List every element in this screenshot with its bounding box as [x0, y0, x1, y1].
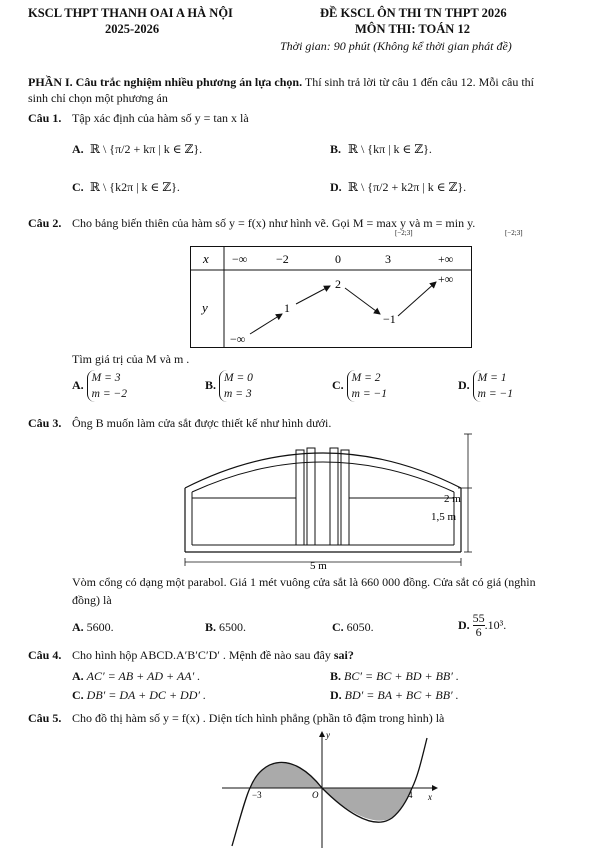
q2-option-c-system: M = 2 m = −1 — [347, 370, 387, 402]
shaded-region-left — [250, 762, 322, 788]
q2-option-d-label[interactable]: D. — [458, 377, 470, 392]
axis-y-label: y — [326, 730, 330, 740]
shaded-region-right — [322, 788, 412, 821]
q4-option-a[interactable]: A. AC′ = AB + AD + AA′ . — [72, 669, 201, 683]
q1-label: Câu 1. — [28, 111, 62, 125]
q1-option-b-label[interactable]: B. — [330, 142, 342, 156]
part1-title: PHẦN I. Câu trắc nghiệm nhiều phương án lựa chọn. — [28, 75, 303, 89]
q2-label: Câu 2. — [28, 216, 62, 230]
function-graph — [222, 728, 442, 850]
q2-max-interval: [−2;3] — [395, 229, 413, 237]
dim-height-side: 1,5 m — [431, 511, 457, 523]
table-y-2: 2 — [335, 277, 341, 291]
q2-question: Tìm giá trị của M và m . — [72, 352, 190, 366]
q3-option-a[interactable]: A. 5600. — [72, 620, 114, 634]
q3-option-b[interactable]: B. 6500. — [205, 620, 247, 634]
q2-option-d-system: M = 1 m = −1 — [473, 370, 513, 402]
q4-text: Cho hình hộp ABCD.A′B′C′D′ . Mệnh đề nào sau đây sai? — [72, 648, 354, 662]
table-x-3: 3 — [385, 252, 391, 266]
table-x-neginf: −∞ — [232, 252, 248, 266]
q1-option-d-label[interactable]: D. — [330, 180, 342, 194]
q2-min-interval: [−2;3] — [505, 229, 523, 237]
q1-option-c[interactable]: ℝ \ {k2π | k ∈ ℤ}. — [90, 180, 180, 194]
q2-option-b-label[interactable]: B. — [205, 377, 217, 392]
q4-option-c[interactable]: C. DB′ = DA + DC + DD′ . — [72, 688, 206, 702]
q5-label: Câu 5. — [28, 711, 62, 725]
table-x-neg2: −2 — [276, 252, 289, 266]
q2-option-b[interactable] — [205, 370, 253, 406]
q2-option-a-system: M = 3 m = −2 — [87, 370, 127, 402]
gate-diagram — [180, 432, 480, 572]
q1-option-c-label[interactable]: C. — [72, 180, 84, 194]
gate-middle-post — [296, 450, 304, 545]
table-x-header: x — [203, 251, 209, 266]
arrow-up-1 — [250, 314, 282, 334]
exam-subject: MÔN THI: TOÁN 12 — [355, 22, 470, 36]
part1-text2: sinh chỉ chọn một phương án — [28, 91, 168, 105]
q2-text: Cho bảng biến thiên của hàm số y = f(x) như hình vẽ. Gọi M = max y và m = min y. — [72, 216, 476, 230]
table-y-neg1: −1 — [383, 312, 396, 326]
q4-label: Câu 4. — [28, 648, 62, 662]
tick-origin: O — [312, 790, 319, 800]
arch-inner — [192, 462, 454, 492]
school-year: 2025-2026 — [105, 22, 160, 36]
q2-option-d[interactable] — [458, 370, 513, 406]
table-y-posinf: +∞ — [438, 272, 454, 286]
school-name: KSCL THPT THANH OAI A HÀ NỘI — [28, 6, 233, 20]
exam-time: Thời gian: 90 phút (Không kể thời gian phát đề) — [280, 39, 512, 53]
q2-option-a[interactable] — [72, 370, 127, 406]
part1-intro — [28, 75, 534, 90]
q4-option-d[interactable]: D. BD′ = BA + BC + BB′ . — [330, 688, 459, 702]
q3-text2: Vòm cổng có dạng một parabol. Giá 1 mét vuông cửa sắt là 660 000 đồng. Cửa sắt có giá (nghìn — [72, 575, 536, 589]
dim-width: 5 m — [310, 560, 327, 572]
q1-option-a[interactable]: ℝ \ {π/2 + kπ | k ∈ ℤ}. — [90, 142, 203, 156]
arch-outer — [185, 453, 461, 488]
q1-option-a-label[interactable]: A. — [72, 142, 84, 156]
axis-x-label: x — [428, 792, 432, 802]
dim-height-total: 2 m — [444, 493, 461, 505]
table-y-header: y — [202, 300, 208, 315]
table-y-neginf: −∞ — [230, 332, 246, 346]
q1-option-d[interactable]: ℝ \ {π/2 + k2π | k ∈ ℤ}. — [348, 180, 467, 194]
q4-option-b[interactable]: B. BC′ = BC + BD + BB′ . — [330, 669, 459, 683]
q3-label: Câu 3. — [28, 416, 62, 430]
arrow-up-3 — [398, 282, 436, 316]
q1-text: Tập xác định của hàm số y = tan x là — [72, 111, 249, 125]
q3-option-c[interactable]: C. 6050. — [332, 620, 374, 634]
arrow-down — [345, 288, 380, 314]
tick-4: 4 — [408, 790, 413, 800]
exam-title: ĐỀ KSCL ÔN THI TN THPT 2026 — [320, 6, 507, 20]
q3-text3: đồng) là — [72, 593, 112, 607]
q2-option-c[interactable] — [332, 370, 387, 406]
arrow-up-2 — [296, 286, 330, 304]
q3-text: Ông B muốn làm cửa sắt được thiết kế như hình dưới. — [72, 416, 332, 430]
q1-option-b[interactable]: ℝ \ {kπ | k ∈ ℤ}. — [348, 142, 432, 156]
q2-option-c-label[interactable]: C. — [332, 377, 344, 392]
table-x-0: 0 — [335, 252, 341, 266]
table-x-posinf: +∞ — [438, 252, 454, 266]
part1-text: Thí sinh trả lời từ câu 1 đến câu 12. Mỗi câu thí — [302, 75, 535, 89]
q2-option-b-system: M = 0 m = 3 — [219, 370, 253, 402]
table-y-1: 1 — [284, 301, 290, 315]
variation-table — [190, 246, 472, 348]
tick-neg3: −3 — [252, 790, 262, 800]
q5-text: Cho đồ thị hàm số y = f(x) . Diện tích hình phẳng (phần tô đậm trong hình) là — [72, 711, 445, 725]
q3-option-d[interactable]: D. $\frac{55}{6}$ .10³. — [458, 611, 507, 639]
q2-option-a-label[interactable]: A. — [72, 377, 84, 392]
